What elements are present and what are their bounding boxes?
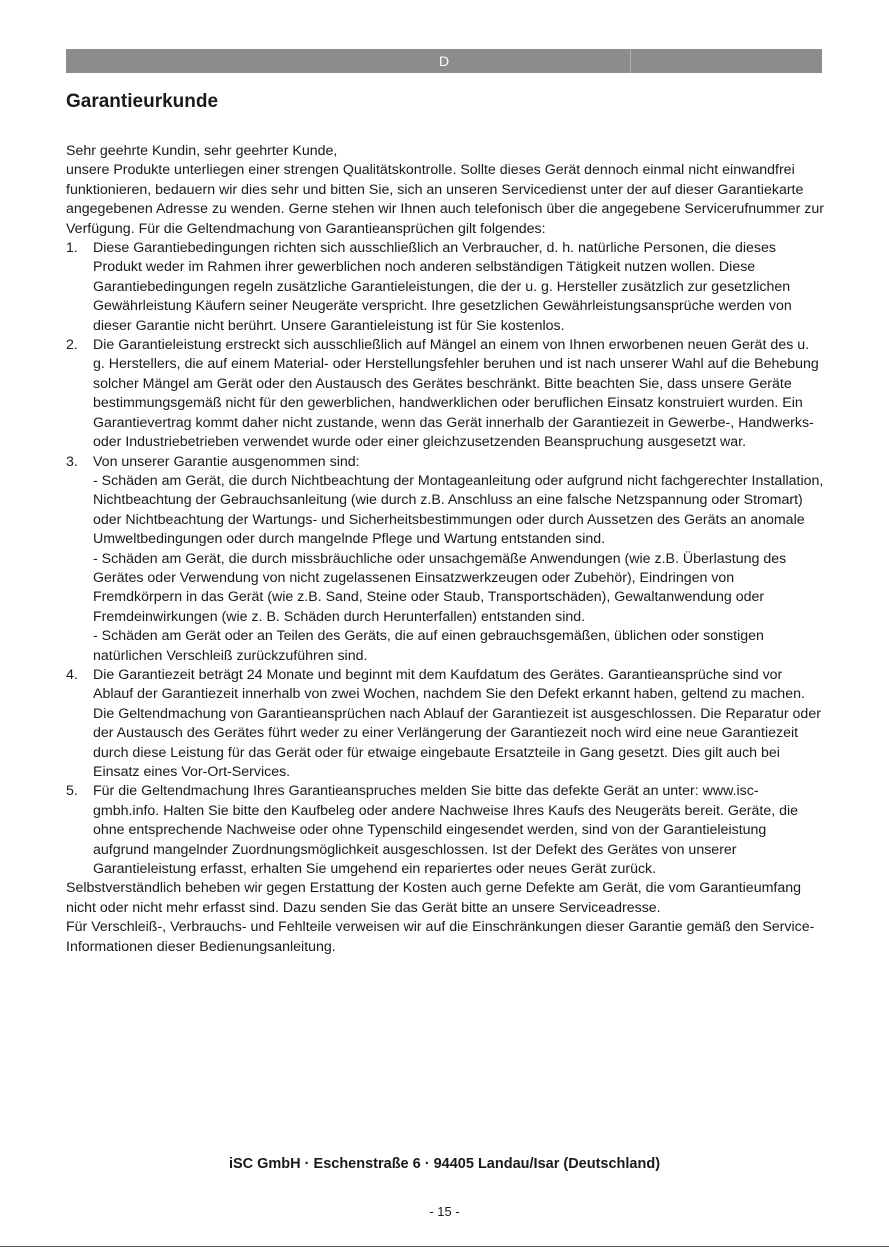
list-item-number: 2. (66, 337, 78, 354)
warranty-conditions-list (66, 239, 824, 879)
list-item (66, 336, 824, 452)
list-item (66, 239, 824, 336)
intro-paragraph: unsere Produkte unterliegen einer strengen Qualitätskontrolle. Sollte dieses Gerät dennoch einmal nicht einwandfrei funktionieren, bedauern wir dies sehr und bitten Sie, sich an unseren Servicedienst unter der auf dieser Garantiekarte angegebenen Adresse zu wenden. Gerne stehen wir Ihnen auch telefonisch über die angegebene Servicerufnummer zur Verfügung. Für die Geltendmachung von Garantieansprüchen gilt folgendes: (66, 162, 824, 237)
header-divider (630, 49, 631, 73)
list-item (66, 666, 824, 782)
list-item-text: Für die Geltendmachung Ihres Garantieanspruches melden Sie bitte das defekte Gerät an unter: www.isc-gmbh.info. Halten Sie bitte den Kaufbeleg oder andere Nachweise Ihres Kaufs des Neugeräts bereit. Geräte, die ohne entsprechende Nachweise oder ohne Typenschild eingesendet werden, sind von der Garantieleistung aufgrund mangelnder Zuordnungsmöglichkeit ausgeschlossen. Ist der Defekt des Gerätes von unserer Garantieleistung erfasst, erhalten Sie umgehend ein repariertes oder neues Gerät zurück. (93, 783, 799, 878)
document-body (66, 142, 824, 957)
list-item (66, 782, 824, 879)
list-item-text: Die Garantiezeit beträgt 24 Monate und beginnt mit dem Kaufdatum des Gerätes. Garantieansprüche sind vor Ablauf der Garantiezeit innerhalb von zwei Wochen, nachdem Sie den Defekt erkannt haben, geltend zu machen. Die Geltendmachung von Garantieansprüchen nach Ablauf der Garantiezeit ist ausgeschlossen. Die Reparatur oder der Austausch des Gerätes führt weder zu einer Verlängerung der Garantiezeit noch wird eine neue Garantiezeit durch diese Leistung für das Gerät oder für etwaige eingebaute Ersatzteile in Gang gesetzt. Dies gilt auch bei Einsatz eines Vor-Ort-Services. (93, 666, 821, 780)
list-item-number: 5. (66, 783, 78, 800)
closing-paragraph: Für Verschleiß-, Verbrauchs- und Fehlteile verweisen wir auf die Einschränkungen dieser Garantie gemäß den Service-Informationen dieser Bedienungsanleitung. (66, 919, 815, 955)
list-item-number: 4. (66, 666, 78, 683)
language-header-bar (66, 49, 822, 73)
list-item-text: Von unserer Garantie ausgenommen sind: (93, 453, 360, 470)
exclusion-item: - Schäden am Gerät, die durch Nichtbeachtung der Montageanleitung oder aufgrund nicht fachgerechter Installation, Nichtbeachtung der Gebrauchsanleitung (wie durch z.B. Anschluss an eine falsche Netzspannung oder Stromart) oder Nichtbeachtung der Wartungs- und Sicherheitsbestimmungen oder durch Aussetzen des Geräts an anomale Umweltbedingungen oder durch mangelnde Pflege und Wartung entstanden sind. (93, 472, 824, 548)
greeting: Sehr geehrte Kundin, sehr geehrter Kunde, (66, 143, 338, 159)
list-item-number: 3. (66, 453, 78, 470)
page-number: - 15 - (429, 1204, 460, 1219)
closing-paragraph: Selbstverständlich beheben wir gegen Erstattung der Kosten auch gerne Defekte am Gerät, die vom Garantieumfang nicht oder nicht mehr erfasst sind. Dazu senden Sie das Gerät bitte an unsere Serviceadresse. (66, 880, 802, 916)
list-item (66, 453, 824, 666)
bottom-divider (0, 1246, 889, 1247)
company-address: iSC GmbH · Eschenstraße 6 · 94405 Landau/Isar (Deutschland) (228, 1156, 661, 1172)
list-item-text: Diese Garantiebedingungen richten sich ausschließlich an Verbraucher, d. h. natürliche Personen, die dieses Produkt weder im Rahmen ihrer gewerblichen noch anderen selbständigen Tätigkeit nutzen wollen. Diese Garantiebedingungen regeln zusätzliche Garantieleistungen, die der u. g. Hersteller zusätzlich zur gesetzlichen Gewährleistung Käufern seiner Neugeräte verspricht. Ihre gesetzlichen Gewährleistungsansprüche werden von dieser Garantie nicht berührt. Unsere Garantieleistung ist für Sie kostenlos. (93, 240, 792, 334)
list-item-number: 1. (66, 240, 78, 257)
list-item-text: Die Garantieleistung erstreckt sich ausschließlich auf Mängel an einem von Ihnen erworbenen neuen Gerät des u. g. Herstellers, die auf einem Material- oder Herstellungsfehler beruhen und ist nach unserer Wahl auf die Behebung solcher Mängel am Gerät oder den Austausch des Gerätes beschränkt. Bitte beachten Sie, dass unsere Geräte bestimmungsgemäß nicht für den gewerblichen, handwerklichen oder beruflichen Einsatz konstruiert wurden. Ein Garantievertrag kommt daher nicht zustande, wenn das Gerät innerhalb der Garantiezeit in Gewerbe-, Handwerks- oder Industriebetrieben verwendet wurde oder einer gleichzusetzenden Beanspruchung ausgesetzt war. (93, 337, 819, 451)
exclusion-item: - Schäden am Gerät oder an Teilen des Geräts, die auf einen gebrauchsgemäßen, üblichen oder sonstigen natürlichen Verschleiß zurückzuführen sind. (93, 628, 764, 664)
page-title: Garantieurkunde (66, 91, 219, 112)
exclusion-item: - Schäden am Gerät, die durch missbräuchliche oder unsachgemäße Anwendungen (wie z.B. Überlastung des Gerätes oder Verwendung von nicht zugelassenen Einsatzwerkzeugen oder Zubehör), Eindringen von Fremdkörpern in das Gerät (wie z.B. Sand, Steine oder Staub, Transportschäden), Gewaltanwendung oder Fremdeinwirkungen (wie z. B. Schäden durch Herunterfallen) entstanden sind. (93, 550, 787, 625)
language-code: D (438, 53, 450, 69)
